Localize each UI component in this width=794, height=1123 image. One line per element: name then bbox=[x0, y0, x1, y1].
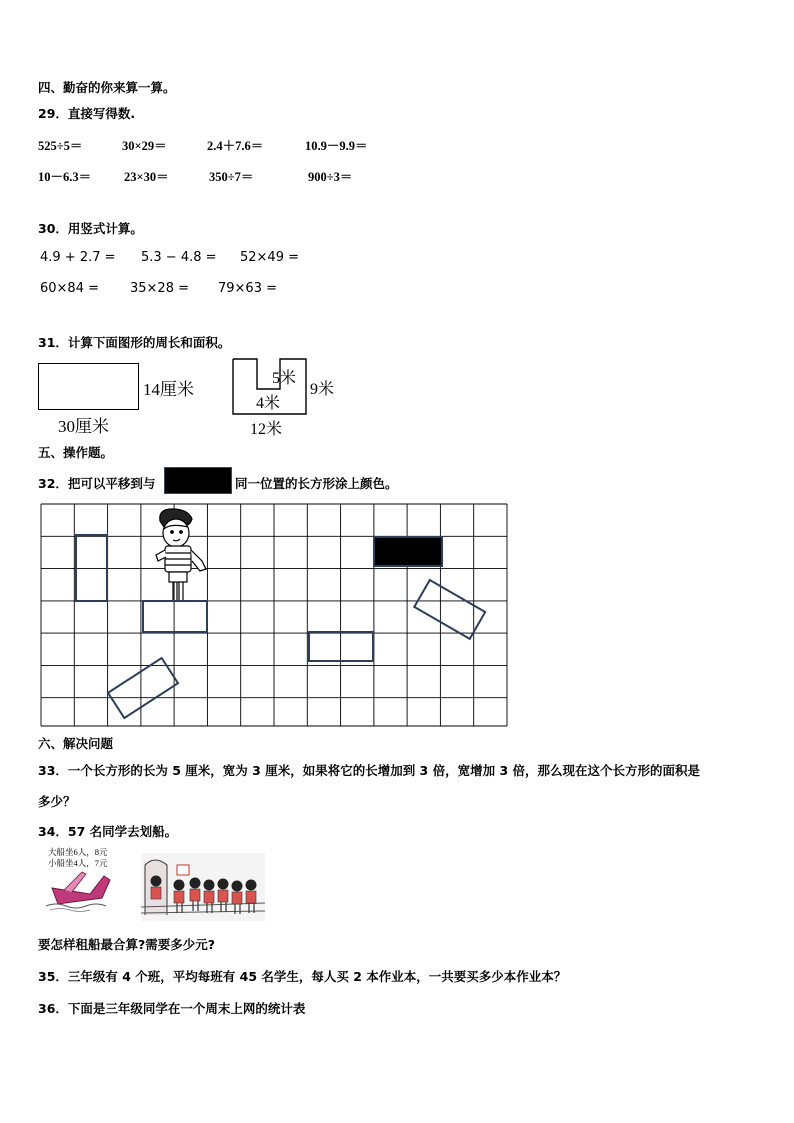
boat-illustration bbox=[44, 868, 120, 912]
q35-text: 35．三年级有 4 个班，平均每班有 45 名学生，每人买 2 本作业本，一共要买多少本作业本？ bbox=[38, 969, 567, 984]
q30-item: 60×84 = bbox=[40, 281, 100, 296]
q29-item: 350÷7＝ bbox=[209, 170, 254, 184]
q33-text-line1: 33．一个长方形的长为 5 厘米，宽为 3 厘米，如果将它的长增加到 3 倍，宽增加 3 倍，那么现在这个长方形的面积是 bbox=[38, 763, 701, 778]
q33-text-line2: 多少？ bbox=[38, 794, 76, 809]
shape-inner-height-label: 5米 bbox=[272, 370, 297, 387]
q30-item: 4.9 + 2.7 = bbox=[40, 250, 116, 265]
q32-title-end: 同一位置的长方形涂上颜色。 bbox=[235, 476, 398, 491]
shape-width-label: 12米 bbox=[250, 421, 283, 438]
q31-title: 31．计算下面图形的周长和面积。 bbox=[38, 335, 231, 350]
section-five-heading: 五、操作题。 bbox=[38, 445, 114, 460]
q29-item: 525÷5＝ bbox=[38, 139, 83, 153]
q29-item: 10－6.3＝ bbox=[38, 170, 92, 184]
section-six-heading: 六、解决问题 bbox=[38, 736, 114, 751]
q30-item: 52×49 = bbox=[240, 250, 300, 265]
vertical-rectangle bbox=[76, 535, 107, 601]
q34-question: 要怎样租船最合算?需要多少元? bbox=[38, 937, 216, 952]
translation-grid bbox=[40, 503, 510, 729]
q29-item: 2.4＋7.6＝ bbox=[207, 139, 264, 153]
q29-item: 30×29＝ bbox=[122, 139, 167, 153]
shape-height-label: 9米 bbox=[310, 381, 335, 398]
q34-title: 34．57 名同学去划船。 bbox=[38, 824, 178, 839]
shape-inner-width-label: 4米 bbox=[256, 395, 281, 412]
q30-title: 30．用竖式计算。 bbox=[38, 221, 143, 236]
students-queue-illustration bbox=[139, 851, 267, 923]
rect-height-label: 14厘米 bbox=[143, 380, 194, 399]
tilted-rectangle-right bbox=[414, 580, 485, 639]
horizontal-rectangle-left bbox=[143, 601, 207, 632]
q29-item: 10.9－9.9＝ bbox=[305, 139, 368, 153]
q36-text: 36．下面是三年级同学在一个周末上网的统计表 bbox=[38, 1001, 306, 1016]
q29-item: 23×30＝ bbox=[124, 170, 169, 184]
tilted-rectangle-left bbox=[108, 658, 178, 718]
target-rectangle-swatch bbox=[164, 467, 232, 494]
q30-item: 79×63 = bbox=[218, 281, 278, 296]
boat-price-sign bbox=[48, 847, 108, 869]
q30-item: 35×28 = bbox=[130, 281, 190, 296]
q29-item: 900÷3＝ bbox=[308, 170, 353, 184]
q32-title-start: 32．把可以平移到与 bbox=[38, 476, 156, 491]
big-boat-price: 大船坐6人，8元 bbox=[48, 847, 108, 857]
section-four-heading: 四、勤奋的你来算一算。 bbox=[38, 80, 176, 95]
rect-width-label: 30厘米 bbox=[58, 417, 109, 436]
small-boat-price: 小船坐4人，7元 bbox=[48, 858, 108, 868]
q30-item: 5.3 − 4.8 = bbox=[141, 250, 217, 265]
q29-title: 29．直接写得数. bbox=[38, 106, 136, 121]
black-target-rectangle bbox=[374, 537, 442, 566]
rectangle-figure bbox=[38, 363, 139, 410]
boy-illustration bbox=[156, 509, 206, 600]
